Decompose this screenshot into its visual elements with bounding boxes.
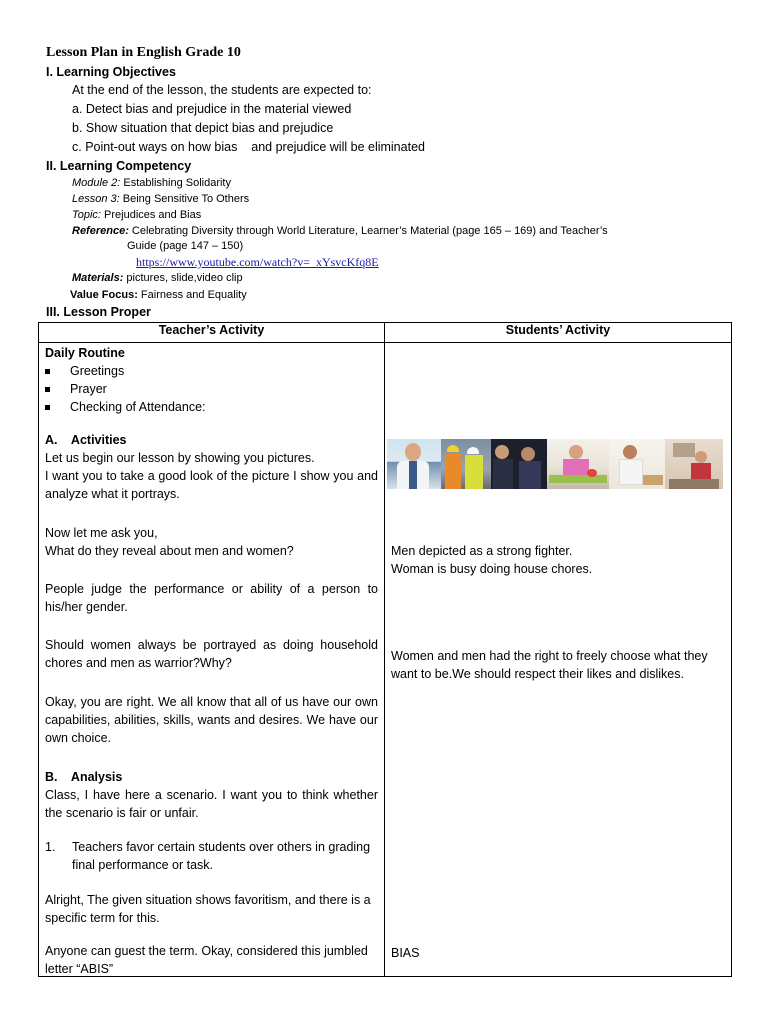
- objective-b: b. Show situation that depict bias and prejudice: [72, 121, 334, 135]
- section-heading-competency: II. Learning Competency: [46, 159, 192, 173]
- analysis-text: Class, I have here a scenario. I want you to think whether the scenario is fair or unfair.: [45, 788, 378, 820]
- reference-line: [72, 225, 608, 237]
- lesson-value: Being Sensitive To Others: [122, 193, 250, 205]
- guess-text: Anyone can guest the term. Okay, considered this jumbled letter “ABIS”: [45, 944, 368, 976]
- bullet-icon: [45, 405, 50, 410]
- lesson-label: Lesson 3:: [72, 193, 120, 205]
- materials-line: [72, 272, 243, 284]
- okay-text: Okay, you are right. We all know that all of us have our own capabilities, abilities, skills, wants and desires. We have our own choice.: [45, 695, 378, 745]
- activities-text-1: Let us begin our lesson by showing you pictures.: [45, 451, 315, 465]
- module-line: [72, 177, 231, 189]
- topic-line: [72, 209, 201, 221]
- woman-cooking-photo: [547, 439, 609, 489]
- value-focus-line: [70, 289, 247, 301]
- reference-link[interactable]: https://www.youtube.com/watch?v=_xYsvcKfq8E: [136, 255, 379, 269]
- woman-housework-photo: [665, 439, 723, 489]
- doctor-photo: [387, 439, 441, 489]
- reference-value: Celebrating Diversity through World Literature, Learner’s Material (page 165 – 169) and Teacher’s: [131, 225, 608, 237]
- student-response-2: Women and men had the right to freely choose what they want to be.We should respect their likes and dislikes.: [391, 649, 708, 681]
- document-title: Lesson Plan in English Grade 10: [46, 45, 241, 60]
- woman-cleaning-photo: [609, 439, 665, 489]
- col-header-students: Students’ Activity: [385, 323, 732, 343]
- scenario-number: 1.: [45, 840, 56, 854]
- student-response-3: BIAS: [391, 946, 420, 960]
- alright-text: Alright, The given situation shows favoritism, and there is a specific term for this.: [45, 893, 371, 925]
- bullet-icon: [45, 369, 50, 374]
- gender-roles-photo-strip: [387, 439, 727, 489]
- daily-routine-heading: Daily Routine: [45, 346, 125, 360]
- construction-workers-photo: [441, 439, 491, 489]
- topic-value: Prejudices and Bias: [104, 209, 202, 221]
- section-heading-objectives: I. Learning Objectives: [46, 65, 176, 79]
- routine-item: Checking of Attendance:: [45, 398, 206, 416]
- students-activity-cell: [385, 343, 732, 977]
- ask-line-1: Now let me ask you,: [45, 526, 158, 540]
- objective-c: c. Point-out ways on how bias and prejudice will be eliminated: [72, 140, 425, 154]
- reference-label: Reference:: [72, 225, 129, 237]
- value-focus-label: Value Focus:: [70, 289, 138, 301]
- military-photo: [491, 439, 547, 489]
- student-response-1-line-1: Men depicted as a strong fighter.: [391, 544, 573, 558]
- objective-a: a. Detect bias and prejudice in the material viewed: [72, 102, 352, 116]
- reference-line-2: Guide (page 147 – 150): [127, 240, 244, 252]
- bullet-icon: [45, 387, 50, 392]
- topic-label: Topic:: [72, 209, 101, 221]
- module-value: Establishing Solidarity: [123, 177, 231, 189]
- judge-text: People judge the performance or ability of a person to his/her gender.: [45, 582, 378, 614]
- routine-item: Prayer: [45, 380, 107, 398]
- routine-item: Greetings: [45, 362, 124, 380]
- lesson-line: [72, 193, 249, 205]
- student-response-1-line-2: Woman is busy doing house chores.: [391, 562, 593, 576]
- activities-text-2: I want you to take a good look of the picture I show you and analyze what it portrays.: [45, 469, 378, 501]
- objectives-intro: At the end of the lesson, the students are expected to:: [72, 83, 372, 97]
- should-text: Should women always be portrayed as doing household chores and men as warrior?Why?: [45, 638, 378, 670]
- activities-heading: A. Activities: [45, 433, 127, 447]
- ask-line-2: What do they reveal about men and women?: [45, 544, 294, 558]
- materials-label: Materials:: [72, 272, 124, 284]
- materials-value: pictures, slide,video clip: [126, 272, 243, 284]
- scenario-text: Teachers favor certain students over others in grading final performance or task.: [72, 840, 371, 872]
- module-label: Module 2:: [72, 177, 121, 189]
- lesson-proper-table: [38, 322, 732, 977]
- value-focus-value: Fairness and Equality: [140, 289, 247, 301]
- col-header-teacher: Teacher’s Activity: [39, 323, 385, 343]
- section-heading-lesson-proper: III. Lesson Proper: [46, 305, 151, 319]
- analysis-heading: B. Analysis: [45, 770, 123, 784]
- teacher-activity-cell: [39, 343, 385, 977]
